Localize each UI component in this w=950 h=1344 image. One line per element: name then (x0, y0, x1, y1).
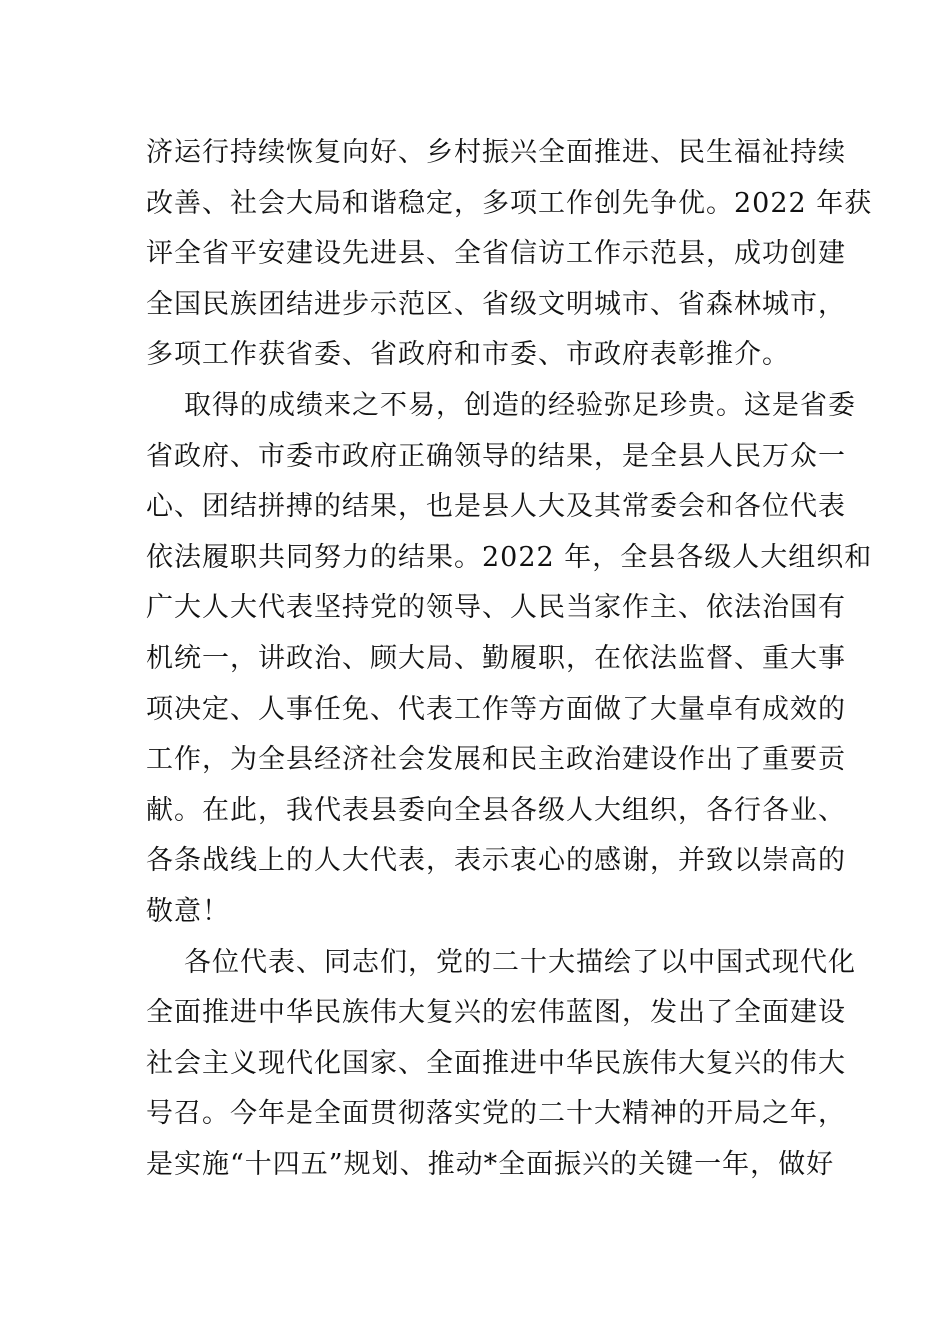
text-line: 济运行持续恢复向好、乡村振兴全面推进、民生福祉持续 (146, 137, 846, 168)
text-line: 号召。今年是全面贯彻落实党的二十大精神的开局之年， (146, 1098, 846, 1130)
text-line: 敬意！ (146, 895, 230, 927)
paragraph-3 (146, 938, 856, 1191)
text-line: 社会主义现代化国家、全面推进中华民族伟大复兴的伟大 (146, 1047, 846, 1079)
paragraph-2 (146, 381, 873, 938)
text-line: 是实施“十四五”规划、推动*全面振兴的关键一年，做好 (146, 1148, 835, 1180)
text-line: 各位代表、同志们，党的二十大描绘了以中国式现代化 (184, 946, 856, 978)
text-line: 广大人大代表坚持党的领导、人民当家作主、依法治国有 (146, 592, 846, 624)
text-line: 献。在此，我代表县委向全县各级人大组织，各行各业、 (146, 794, 846, 826)
text-line: 全国民族团结进步示范区、省级文明城市、省森林城市， (146, 288, 846, 320)
text-line: 心、团结拼搏的结果，也是县人大及其常委会和各位代表 (146, 491, 846, 523)
text-line: 省政府、市委市政府正确领导的结果，是全县人民万众一 (146, 440, 846, 472)
text-line: 全面推进中华民族伟大复兴的宏伟蓝图，发出了全面建设 (146, 997, 846, 1029)
text-line: 项决定、人事任免、代表工作等方面做了大量卓有成效的 (146, 693, 846, 725)
text-line: 评全省平安建设先进县、全省信访工作示范县，成功创建 (146, 238, 846, 270)
text-line: 多项工作获省委、省政府和市委、市政府表彰推介。 (146, 339, 790, 371)
text-line: 各条战线上的人大代表，表示衷心的感谢，并致以崇高的 (146, 845, 846, 877)
paragraph-1 (146, 128, 873, 381)
text-line: 依法履职共同努力的结果。2022 年，全县各级人大组织和 (146, 541, 873, 573)
text-line: 机统一，讲政治、顾大局、勤履职，在依法监督、重大事 (146, 642, 846, 674)
text-line: 取得的成绩来之不易，创造的经验弥足珍贵。这是省委 (184, 389, 856, 421)
document-body (146, 128, 873, 1190)
text-line: 改善、社会大局和谐稳定，多项工作创先争优。2022 年获 (146, 187, 873, 219)
text-line: 工作，为全县经济社会发展和民主政治建设作出了重要贡 (146, 744, 846, 776)
